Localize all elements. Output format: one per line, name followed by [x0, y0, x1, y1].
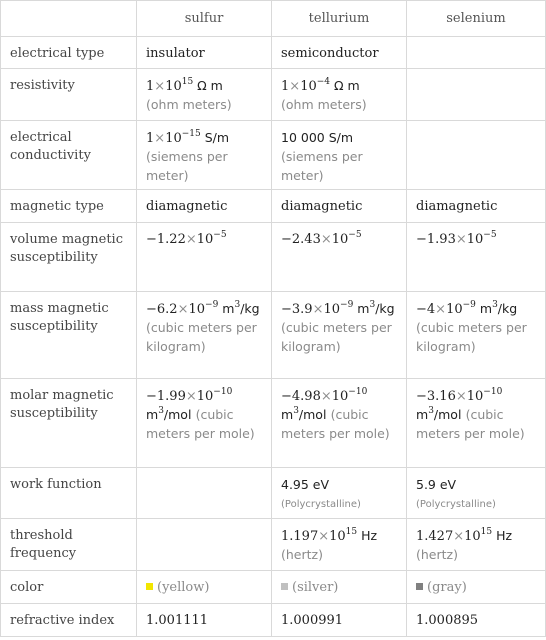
header-selenium: selenium — [407, 1, 546, 37]
cell-tellurium: $-3.9\times 10^{-9}$ $m^3/kg$ (cubic meters per kilogram) — [272, 292, 407, 379]
row-label: electrical type — [1, 37, 137, 69]
cell-tellurium: (silver) — [272, 571, 407, 604]
color-swatch — [146, 583, 153, 590]
cell-selenium — [407, 121, 546, 190]
cell-tellurium: $-4.98\times 10^{-10}$ $m^3$/mol (cubic meters per mole) — [272, 379, 407, 468]
cell-sulfur: $-1.99\times 10^{-10}$ $m^3$/mol (cubic meters per mole) — [137, 379, 272, 468]
cell-tellurium: 10 000 S/m (siemens per meter) — [272, 121, 407, 190]
cell-tellurium: 1.000991 — [272, 604, 407, 637]
cell-sulfur — [137, 468, 272, 519]
header-tellurium: tellurium — [272, 1, 407, 37]
cell-sulfur — [137, 519, 272, 571]
row-label: color — [1, 571, 137, 604]
row-mass-magnetic-susceptibility — [1, 292, 546, 379]
row-work-function — [1, 468, 546, 519]
cell-tellurium: $-2.43\times 10^{-5}$ — [272, 223, 407, 292]
cell-selenium: diamagnetic — [407, 190, 546, 223]
row-label: volume magnetic susceptibility — [1, 223, 137, 292]
cell-sulfur: $1\times 10^{15}$ Ω m (ohm meters) — [137, 69, 272, 121]
cell-selenium: $-3.16\times 10^{-10}$ $m^3$/mol (cubic meters per mole) — [407, 379, 546, 468]
cell-selenium: (gray) — [407, 571, 546, 604]
row-label: molar magnetic susceptibility — [1, 379, 137, 468]
cell-selenium: 5.9 eV (Polycrystalline) — [407, 468, 546, 519]
cell-tellurium: $1\times 10^{-4}$ Ω m (ohm meters) — [272, 69, 407, 121]
header-corner — [1, 1, 137, 37]
row-threshold-frequency — [1, 519, 546, 571]
row-label: electrical conductivity — [1, 121, 137, 190]
header-sulfur: sulfur — [137, 1, 272, 37]
cell-sulfur: $-1.22\times 10^{-5}$ — [137, 223, 272, 292]
cell-sulfur: 1.001111 — [137, 604, 272, 637]
row-volume-magnetic-susceptibility — [1, 223, 546, 292]
row-label: threshold frequency — [1, 519, 137, 571]
row-magnetic-type — [1, 190, 546, 223]
row-electrical-type — [1, 37, 546, 69]
cell-sulfur: (yellow) — [137, 571, 272, 604]
row-color — [1, 571, 546, 604]
row-electrical-conductivity — [1, 121, 546, 190]
cell-tellurium: diamagnetic — [272, 190, 407, 223]
row-label: mass magnetic susceptibility — [1, 292, 137, 379]
cell-selenium: 1.000895 — [407, 604, 546, 637]
cell-tellurium: $1.197\times 10^{15}$ Hz (hertz) — [272, 519, 407, 571]
cell-selenium — [407, 37, 546, 69]
cell-sulfur: $-6.2\times 10^{-9}$ $m^3/kg$ (cubic meters per kilogram) — [137, 292, 272, 379]
cell-tellurium: semiconductor — [272, 37, 407, 69]
row-label: refractive index — [1, 604, 137, 637]
row-label: magnetic type — [1, 190, 137, 223]
color-swatch — [281, 583, 288, 590]
cell-selenium: $1.427\times 10^{15}$ Hz (hertz) — [407, 519, 546, 571]
cell-sulfur: insulator — [137, 37, 272, 69]
cell-selenium — [407, 69, 546, 121]
row-resistivity — [1, 69, 546, 121]
row-label: resistivity — [1, 69, 137, 121]
cell-sulfur: $1\times 10^{-15}$ S/m (siemens per meter) — [137, 121, 272, 190]
row-molar-magnetic-susceptibility — [1, 379, 546, 468]
cell-selenium: $-4\times 10^{-9}$ $m^3/kg$ (cubic meters per kilogram) — [407, 292, 546, 379]
cell-selenium: $-1.93\times 10^{-5}$ — [407, 223, 546, 292]
row-label: work function — [1, 468, 137, 519]
row-refractive-index — [1, 604, 546, 637]
cell-tellurium: 4.95 eV (Polycrystalline) — [272, 468, 407, 519]
cell-sulfur: diamagnetic — [137, 190, 272, 223]
color-swatch — [416, 583, 423, 590]
header-row — [1, 1, 546, 37]
